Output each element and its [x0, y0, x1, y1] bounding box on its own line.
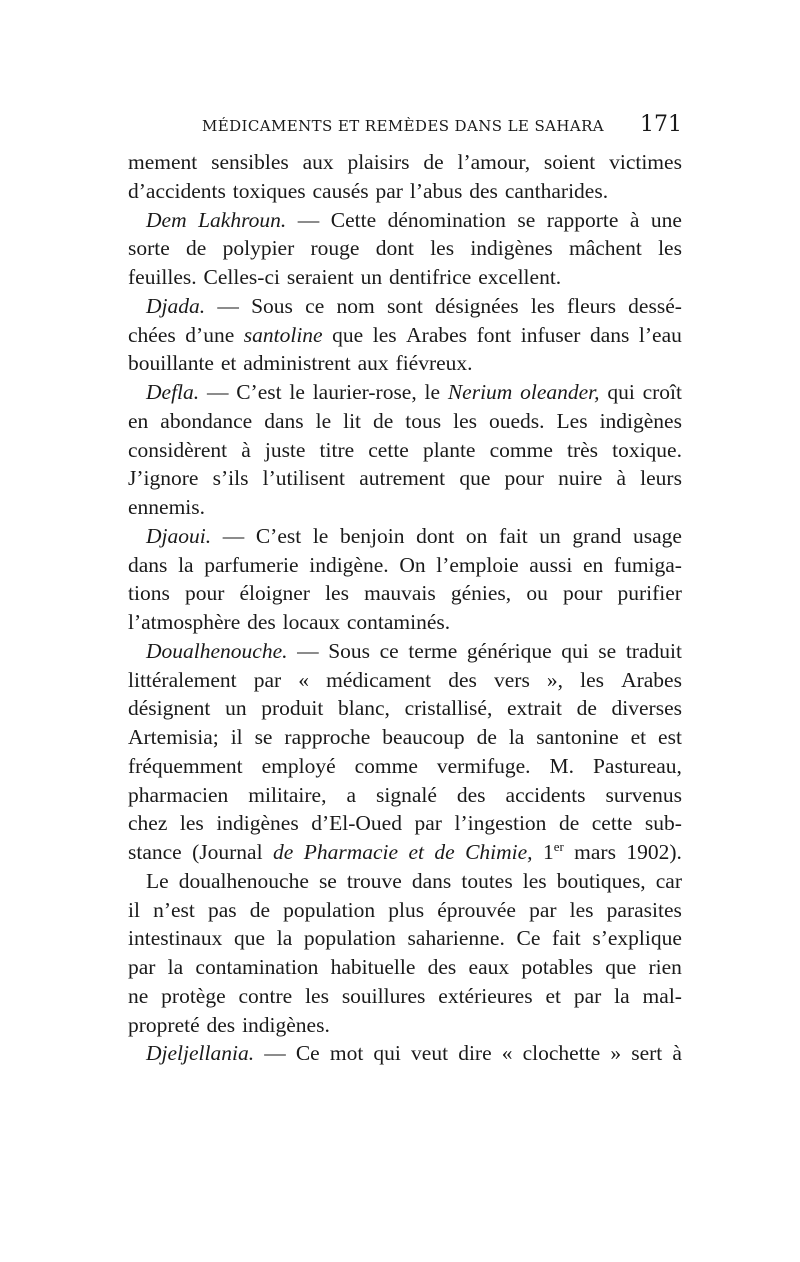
- text-line: Djaoui. — C’est le benjoin dont on fait un grand usage: [146, 523, 682, 548]
- text-line: intestinaux que la population saharienne. Ce fait s’explique: [128, 926, 682, 951]
- text-line: propreté des indigènes.: [128, 1012, 330, 1037]
- paragraph-doualhenouche-usage: [128, 867, 682, 1040]
- text-line: en abondance dans le lit de tous les oueds. Les indigènes: [128, 408, 682, 433]
- page-header: [128, 112, 682, 144]
- text-line: il n’est pas de population plus éprouvée par les parasites: [128, 897, 682, 922]
- text-line: stance (Journal de Pharmacie et de Chimie, 1er mars 1902).: [128, 839, 682, 864]
- text-line: chez les indigènes d’El-Oued par l’ingestion de cette sub-: [128, 811, 682, 836]
- entry-djeljellania: [128, 1039, 682, 1068]
- text-line: chées d’une santoline que les Arabes font infuser dans l’eau: [128, 322, 682, 347]
- text-line: littéralement par « médicament des vers », les Arabes: [128, 667, 682, 692]
- entry-doualhenouche: [128, 637, 682, 867]
- entry-djaoui: [128, 522, 682, 637]
- text-line: Djada. — Sous ce nom sont désignées les fleurs dessé-: [146, 293, 682, 318]
- text-line: ennemis.: [128, 495, 206, 519]
- text-line: bouillante et administrent aux fiévreux.: [128, 351, 473, 376]
- text-line: Djeljellania. — Ce mot qui veut dire « clochette » sert à: [146, 1041, 682, 1066]
- text-line: dans la parfumerie indigène. On l’emploie aussi en fumiga-: [128, 552, 682, 577]
- entry-defla: [128, 378, 682, 522]
- text-line: J’ignore s’ils l’utilisent autrement que pour nuire à leurs: [128, 466, 682, 491]
- text-line: tions pour éloigner les mauvais génies, ou pour purifier: [128, 581, 682, 606]
- entry-dem-lakhroun: [128, 206, 682, 292]
- text-line: considèrent à juste titre cette plante comme très toxique.: [128, 437, 682, 462]
- text-line: ne protège contre les souillures extérieures et par la mal-: [128, 983, 682, 1008]
- text-line: Artemisia; il se rapproche beaucoup de la santonine et est: [128, 725, 682, 749]
- paragraph-continuation: [128, 148, 682, 206]
- text-line: Defla. — C’est le laurier-rose, le Nerium oleander, qui croît: [146, 380, 682, 404]
- text-line: par la contamination habituelle des eaux potables que rien: [128, 955, 682, 979]
- text-line: fréquemment employé comme vermifuge. M. Pastureau,: [128, 753, 682, 778]
- text-line: d’accidents toxiques causés par l’abus des cantharides.: [128, 178, 609, 203]
- page-number: 171: [640, 112, 682, 137]
- text-line: feuilles. Celles-ci seraient un dentifrice excellent.: [128, 265, 562, 289]
- text-line: désignent un produit blanc, cristallisé, extrait de diverses: [128, 696, 682, 721]
- text-line: l’atmosphère des locaux contaminés.: [128, 610, 451, 634]
- text-line: Le doualhenouche se trouve dans toutes les boutiques, car: [146, 868, 682, 893]
- text-line: Dem Lakhroun. — Cette dénomination se rapporte à une: [146, 207, 682, 232]
- text-line: Doualhenouche. — Sous ce terme générique qui se traduit: [146, 638, 682, 663]
- text-line: mement sensibles aux plaisirs de l’amour, soient victimes: [128, 150, 682, 174]
- running-title: MÉDICAMENTS ET REMÈDES DANS LE SAHARA: [202, 117, 605, 135]
- body-text: [128, 148, 682, 1068]
- entry-djada: [128, 292, 682, 378]
- text-line: sorte de polypier rouge dont les indigènes mâchent les: [128, 236, 682, 261]
- text-line: pharmacien militaire, a signalé des accidents survenus: [128, 782, 682, 807]
